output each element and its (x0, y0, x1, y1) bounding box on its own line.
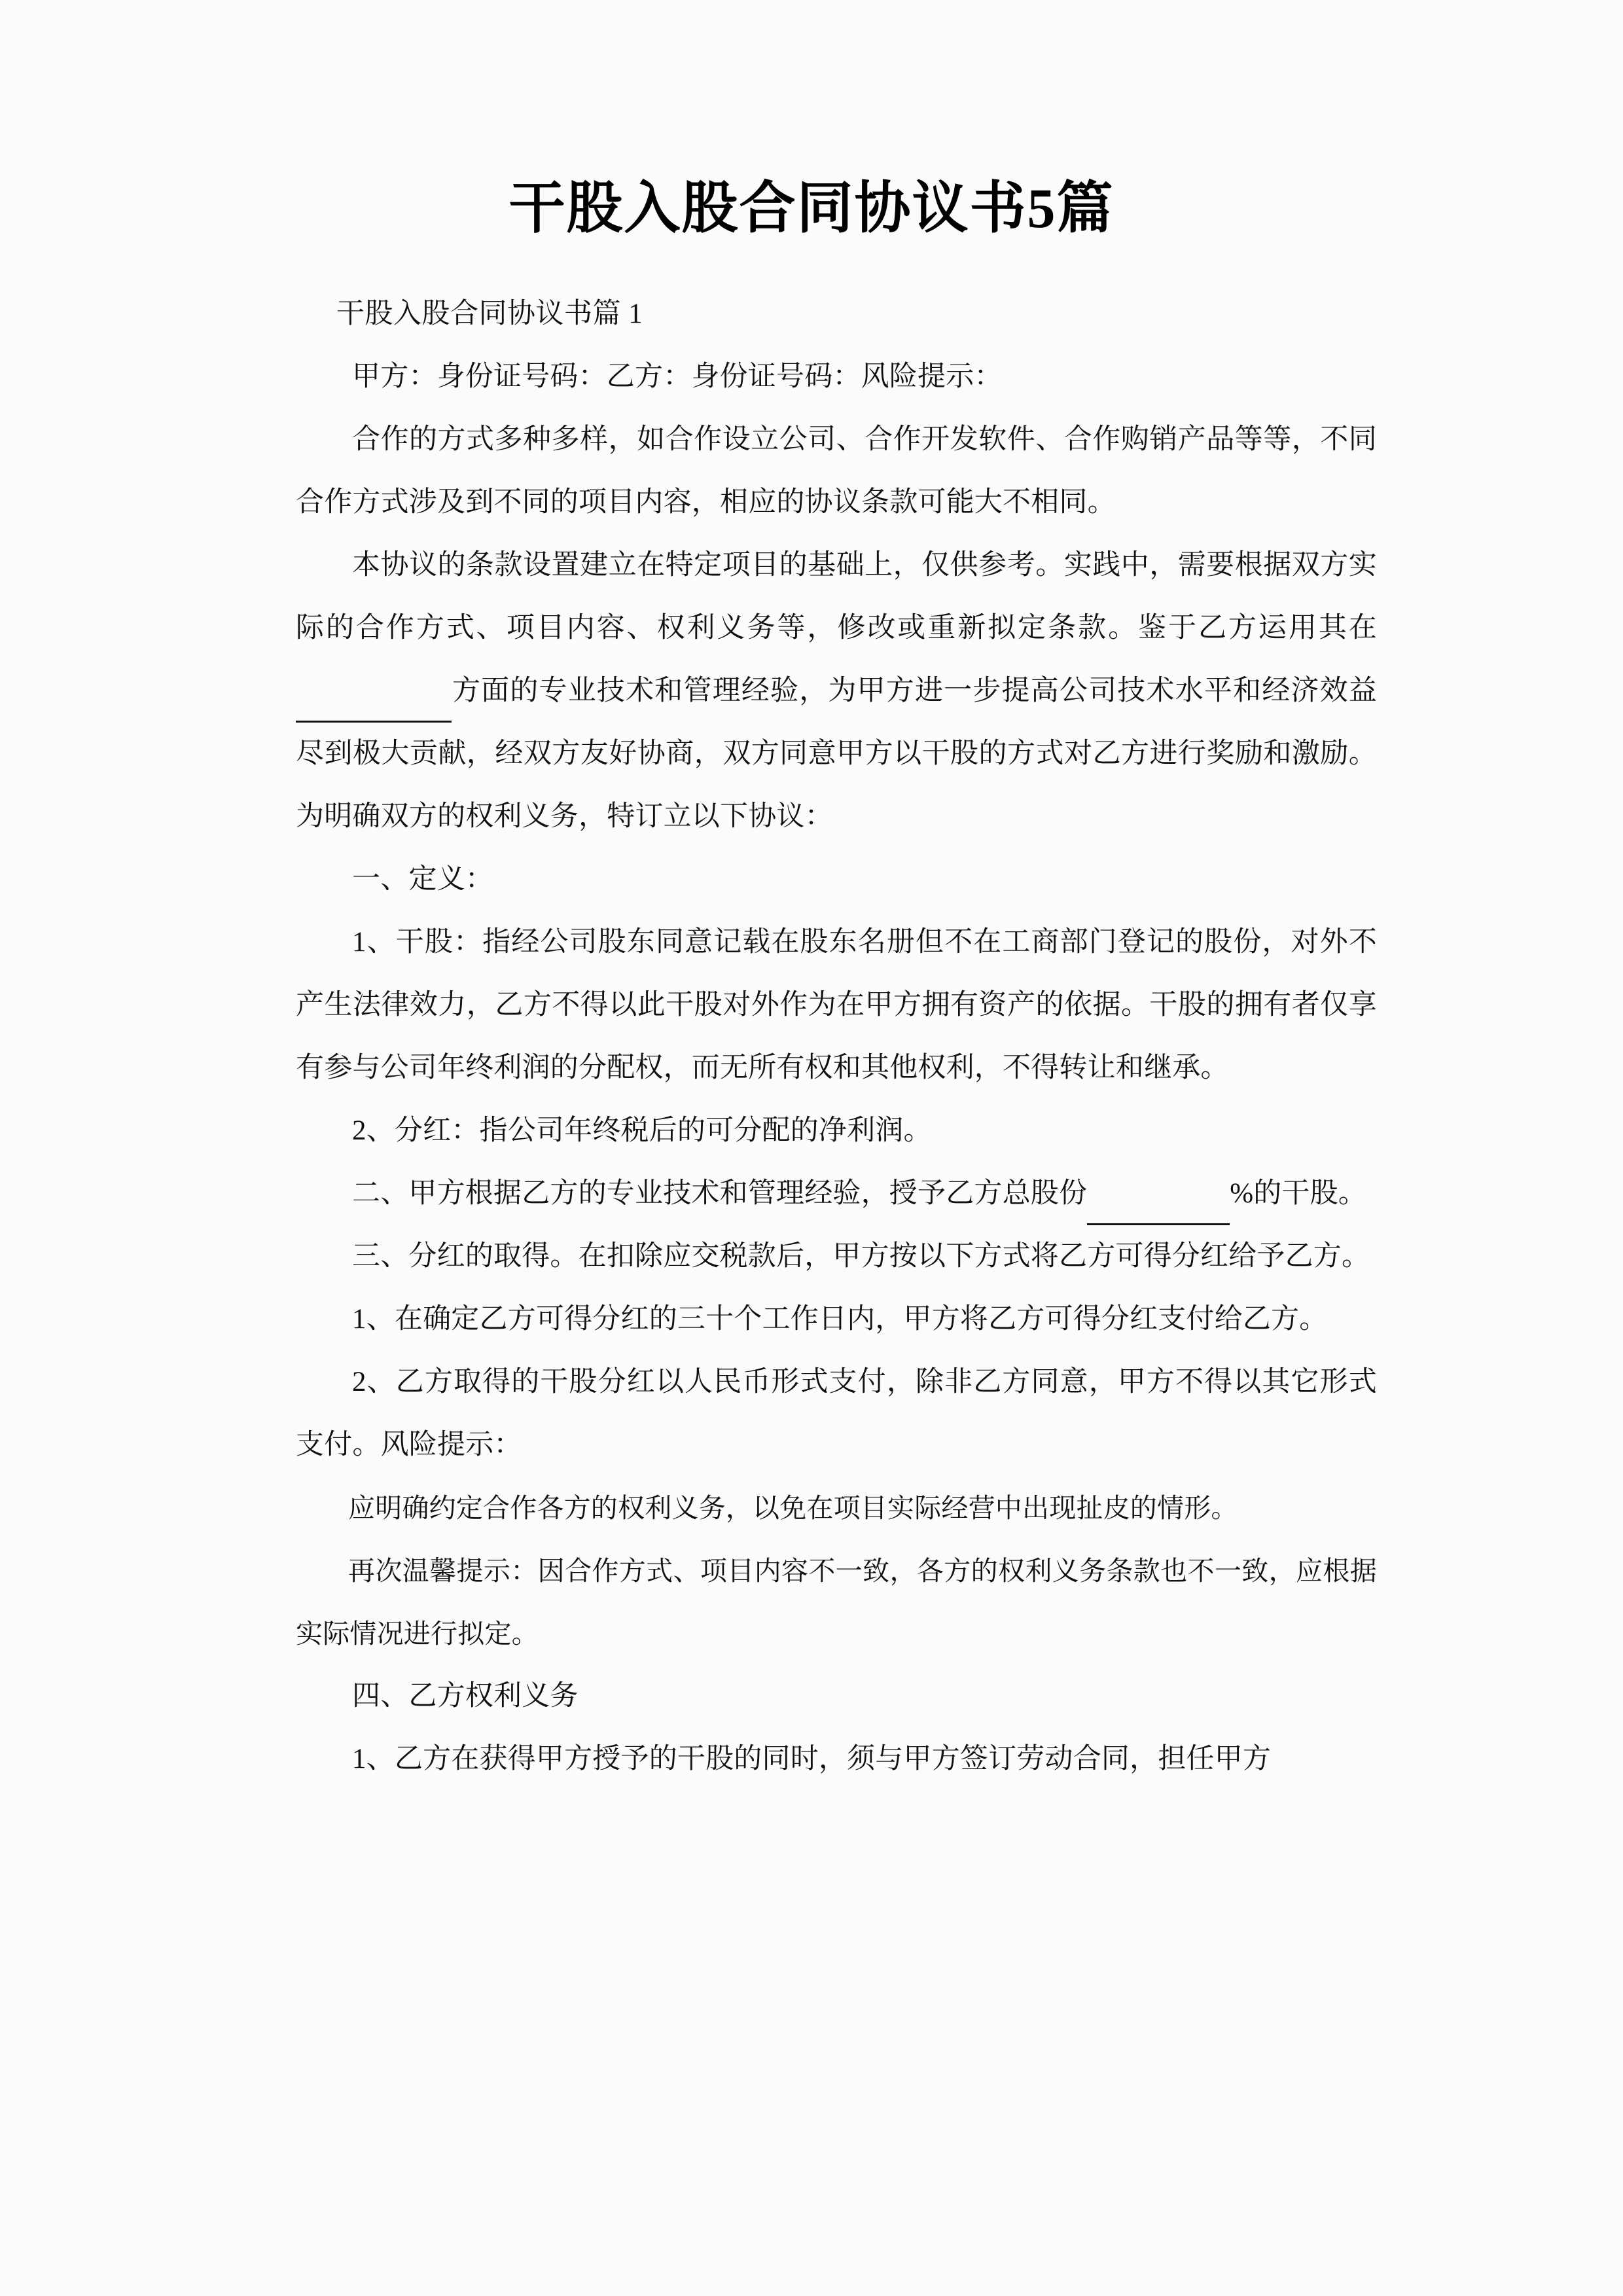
section-two-text-before-blank: 二、甲方根据乙方的专业技术和管理经验，授予乙方总股份 (352, 1178, 1088, 1209)
blank-field-expertise-area[interactable] (296, 687, 452, 723)
paragraph-section-two-grant (296, 1162, 1377, 1225)
paragraph-risk-tip-1: 应明确约定合作各方的权利义务，以免在项目实际经营中出现扯皮的情形。 (348, 1493, 1238, 1523)
paragraph-definition-dividend: 2、分红：指公司年终税后的可分配的净利润。 (352, 1115, 932, 1146)
paragraph-definition-dry-shares: 1、干股：指经公司股东同意记载在股东名册但不在工商部门登记的股份，对外不产生法律效力，乙方不得以此干股对外作为在甲方拥有资产的依据。干股的拥有者仅享有参与公司年终利润的分配权，而无所有权和其他权利，不得转让和继承。 (296, 927, 1377, 1083)
page-title: 干股入股合同协议书5篇 (508, 177, 1115, 240)
paragraph-cooperation-forms: 合作的方式多种多样，如合作设立公司、合作开发软件、合作购销产品等等，不同合作方式涉及到不同的项目内容，相应的协议条款可能大不相同。 (296, 424, 1377, 518)
paragraph-section-three-dividend-acquisition: 三、分红的取得。在扣除应交税款后，甲方按以下方式将乙方可得分红给予乙方。 (352, 1241, 1370, 1272)
paragraph-preamble (296, 534, 1377, 848)
section-two-text-after-blank: %的干股。 (1230, 1178, 1367, 1209)
preamble-text-after-blank: 方面的专业技术和管理经验，为甲方进一步提高公司技术水平和经济效益尽到极大贡献，经双方友好协商，双方同意甲方以干股的方式对乙方进行奖励和激励。为明确双方的权利义务，特订立以下协议： (296, 675, 1377, 832)
heading-section-four-party-b-rights: 四、乙方权利义务 (352, 1681, 579, 1712)
heading-section-one-definitions: 一、定义： (352, 864, 493, 895)
paragraph-payment-term-2: 2、乙方取得的干股分红以人民币形式支付，除非乙方同意，甲方不得以其它形式支付。风险提示： (296, 1367, 1377, 1460)
paragraph-duty-1: 1、乙方在获得甲方授予的干股的同时，须与甲方签订劳动合同，担任甲方 (352, 1744, 1272, 1774)
paragraph-parties: 甲方：身份证号码：乙方：身份证号码：风险提示： (352, 361, 1003, 392)
document-body (296, 283, 1377, 1791)
preamble-text-before-blank: 本协议的条款设置建立在特定项目的基础上，仅供参考。实践中，需要根据双方实际的合作方式、项目内容、权利义务等，修改或重新拟定条款。鉴于乙方运用其在 (296, 550, 1377, 643)
paragraph-payment-term-1: 1、在确定乙方可得分红的三十个工作日内，甲方将乙方可得分红支付给乙方。 (352, 1304, 1328, 1335)
document-subtitle: 干股入股合同协议书篇 1 (336, 298, 643, 329)
paragraph-risk-tip-2: 再次温馨提示：因合作方式、项目内容不一致，各方的权利义务条款也不一致，应根据实际情况进行拟定。 (296, 1556, 1377, 1649)
blank-field-share-percentage[interactable] (1087, 1189, 1230, 1225)
